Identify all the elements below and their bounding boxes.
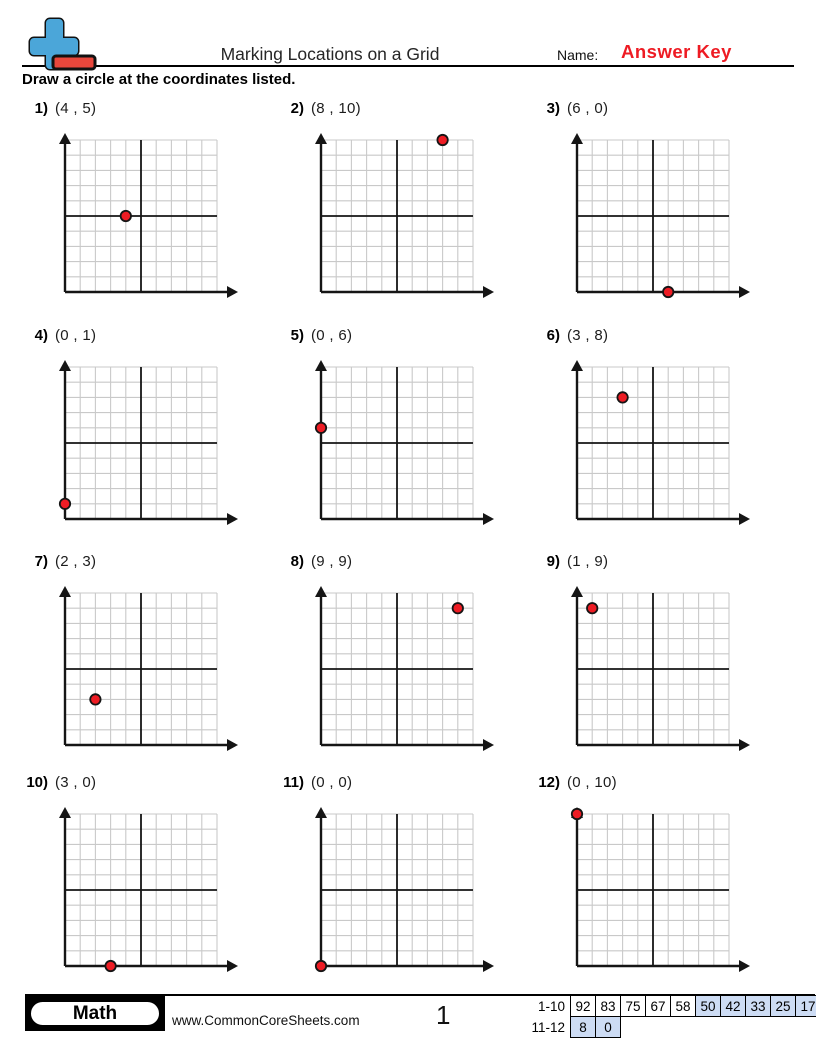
problem-coordinates: (3 , 8) xyxy=(567,327,609,344)
score-row-label: 11-12 xyxy=(531,1019,565,1035)
right-arrow-icon xyxy=(227,960,238,972)
up-arrow-icon xyxy=(59,807,71,818)
problem-coordinates: (8 , 10) xyxy=(311,100,361,117)
right-arrow-icon xyxy=(483,739,494,751)
problem-label xyxy=(534,774,617,791)
problem-label xyxy=(22,774,96,791)
problem-coordinates: (6 , 0) xyxy=(567,100,609,117)
answer-dot xyxy=(60,499,70,509)
coordinate-grid xyxy=(567,132,759,302)
problem-cell xyxy=(534,772,794,996)
score-cell: 67 xyxy=(646,996,671,1017)
problem-coordinates: (0 , 10) xyxy=(567,774,617,791)
coordinate-grid xyxy=(311,806,503,976)
problem-coordinates: (2 , 3) xyxy=(55,553,97,570)
answer-dot xyxy=(316,423,326,433)
coordinate-grid xyxy=(311,585,503,755)
problem-cell xyxy=(278,772,534,996)
problem-coordinates: (1 , 9) xyxy=(567,553,609,570)
answer-dot xyxy=(90,694,100,704)
up-arrow-icon xyxy=(59,586,71,597)
score-table xyxy=(527,995,816,1038)
right-arrow-icon xyxy=(739,739,750,751)
coordinate-grid xyxy=(55,585,247,755)
score-cell: 33 xyxy=(746,996,771,1017)
instruction-text: Draw a circle at the coordinates listed. xyxy=(22,71,296,88)
score-cell: 75 xyxy=(621,996,646,1017)
header-divider xyxy=(22,65,794,67)
subject-badge xyxy=(25,996,165,1031)
coordinate-grid xyxy=(55,806,247,976)
problem-coordinates: (0 , 0) xyxy=(311,774,353,791)
up-arrow-icon xyxy=(315,807,327,818)
problem-label xyxy=(278,327,352,344)
problem-number: 11) xyxy=(283,774,304,791)
up-arrow-icon xyxy=(315,586,327,597)
coordinate-grid xyxy=(311,359,503,529)
problem-label xyxy=(278,774,352,791)
score-row-label: 1-10 xyxy=(537,998,565,1014)
problem-label xyxy=(22,553,96,570)
problem-number: 9) xyxy=(546,553,560,570)
right-arrow-icon xyxy=(483,960,494,972)
right-arrow-icon xyxy=(227,739,238,751)
right-arrow-icon xyxy=(227,286,238,298)
answer-dot xyxy=(316,961,326,971)
right-arrow-icon xyxy=(739,513,750,525)
logo-red-bar xyxy=(53,56,95,69)
up-arrow-icon xyxy=(59,360,71,371)
up-arrow-icon xyxy=(59,133,71,144)
problem-number: 10) xyxy=(26,774,48,791)
problem-coordinates: (3 , 0) xyxy=(55,774,97,791)
problem-cell xyxy=(278,551,534,772)
score-cell: 92 xyxy=(571,996,596,1017)
right-arrow-icon xyxy=(483,513,494,525)
problem-cell xyxy=(278,98,534,325)
answer-dot xyxy=(105,961,115,971)
score-cell: 42 xyxy=(721,996,746,1017)
coordinate-grid xyxy=(311,132,503,302)
problem-label xyxy=(534,327,608,344)
up-arrow-icon xyxy=(571,586,583,597)
subject-label: Math xyxy=(29,1000,161,1027)
score-cell: 58 xyxy=(671,996,696,1017)
score-cell: 50 xyxy=(696,996,721,1017)
problem-cell xyxy=(278,325,534,551)
right-arrow-icon xyxy=(483,286,494,298)
problem-cell xyxy=(534,325,794,551)
answer-dot xyxy=(437,135,447,145)
coordinate-grid xyxy=(55,132,247,302)
up-arrow-icon xyxy=(315,360,327,371)
problem-label xyxy=(278,553,352,570)
score-cell: 83 xyxy=(596,996,621,1017)
up-arrow-icon xyxy=(315,133,327,144)
answer-dot xyxy=(663,287,673,297)
score-cell: 8 xyxy=(571,1017,596,1038)
problem-number: 7) xyxy=(34,553,48,570)
coordinate-grid xyxy=(567,585,759,755)
up-arrow-icon xyxy=(571,133,583,144)
problem-number: 1) xyxy=(34,100,48,117)
problem-label xyxy=(534,553,608,570)
problem-number: 3) xyxy=(546,100,560,117)
problem-number: 5) xyxy=(290,327,304,344)
problem-cell xyxy=(534,551,794,772)
score-cell: 25 xyxy=(771,996,796,1017)
right-arrow-icon xyxy=(227,513,238,525)
problem-label xyxy=(278,100,361,117)
right-arrow-icon xyxy=(739,286,750,298)
problem-number: 12) xyxy=(538,774,560,791)
problem-coordinates: (0 , 6) xyxy=(311,327,353,344)
problem-coordinates: (0 , 1) xyxy=(55,327,97,344)
problem-cell xyxy=(22,551,278,772)
problems-grid xyxy=(22,98,794,996)
problem-label xyxy=(534,100,608,117)
answer-dot xyxy=(617,392,627,402)
problem-coordinates: (9 , 9) xyxy=(311,553,353,570)
website-url: www.CommonCoreSheets.com xyxy=(172,1013,360,1028)
problem-number: 2) xyxy=(290,100,304,117)
plus-logo-icon xyxy=(20,11,100,71)
problem-cell xyxy=(22,98,278,325)
right-arrow-icon xyxy=(739,960,750,972)
page-title: Marking Locations on a Grid xyxy=(220,44,440,64)
answer-dot xyxy=(121,211,131,221)
problem-coordinates: (4 , 5) xyxy=(55,100,97,117)
page-number: 1 xyxy=(436,1000,451,1030)
name-label: Name: xyxy=(557,47,599,63)
problem-cell xyxy=(22,325,278,551)
answer-dot xyxy=(453,603,463,613)
problem-number: 4) xyxy=(34,327,48,344)
answer-dot xyxy=(572,809,582,819)
problem-number: 8) xyxy=(290,553,304,570)
problem-label xyxy=(22,100,96,117)
score-cell: 17 xyxy=(796,996,816,1017)
problem-cell xyxy=(534,98,794,325)
up-arrow-icon xyxy=(571,360,583,371)
coordinate-grid xyxy=(567,359,759,529)
answer-key-text: Answer Key xyxy=(621,41,732,62)
coordinate-grid xyxy=(567,806,759,976)
problem-cell xyxy=(22,772,278,996)
problem-label xyxy=(22,327,96,344)
score-cell: 0 xyxy=(596,1017,621,1038)
answer-dot xyxy=(587,603,597,613)
problem-number: 6) xyxy=(546,327,560,344)
coordinate-grid xyxy=(55,359,247,529)
